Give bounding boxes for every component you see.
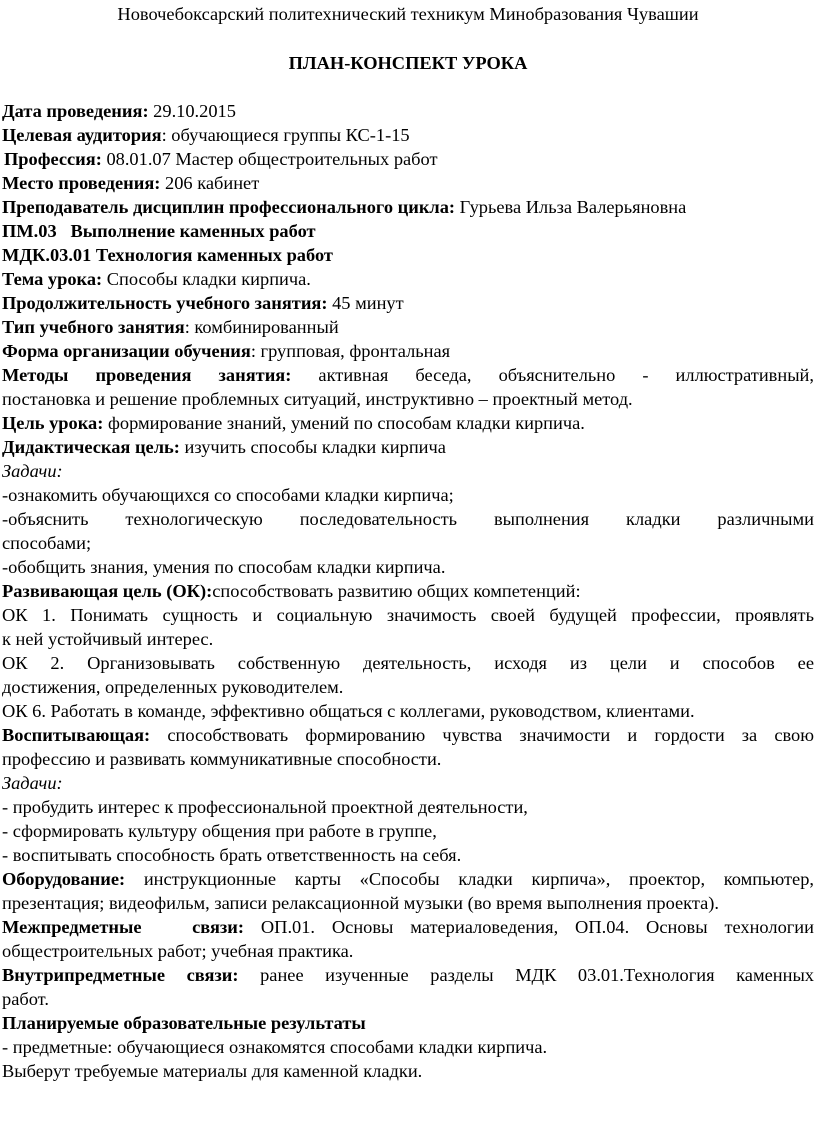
goal-value: формирование знаний, умений по способам кладки кирпича. <box>103 413 585 433</box>
tasks1-item-2-line-1: -объяснить технологическую последовательность выполнения кладки различными <box>2 509 814 529</box>
equipment-label: Оборудование: <box>2 869 126 889</box>
goal-line <box>2 411 814 435</box>
topic-line <box>2 267 814 291</box>
inter-line-2: общестроительных работ; учебная практика. <box>2 941 354 961</box>
institution-header: Новочебоксарский политехнический техникум Минобразования Чувашии <box>117 4 699 24</box>
upbringing-value-1: способствовать формированию чувства значимости и гордости за свою <box>150 725 814 745</box>
duration-line <box>2 291 814 315</box>
type-label: Тип учебного занятия <box>2 317 185 337</box>
document-title: ПЛАН-КОНСПЕКТ УРОКА <box>288 53 528 73</box>
methods-label: Методы проведения занятия: <box>2 365 292 385</box>
upbringing-label: Воспитывающая: <box>2 725 151 745</box>
date-value: 29.10.2015 <box>148 101 236 121</box>
teacher-value: Гурьева Ильза Валерьяновна <box>455 197 687 217</box>
audience-value: : обучающиеся группы КС-1-15 <box>161 125 410 145</box>
tasks2-item-3: - воспитывать способность брать ответственность на себя. <box>2 845 462 865</box>
ok1-line-1: ОК 1. Понимать сущность и социальную значимость своей будущей профессии, проявлять <box>2 605 814 625</box>
results-line-2: Выберут требуемые материалы для каменной кладки. <box>2 1061 423 1081</box>
developing-value: способствовать развитию общих компетенций: <box>212 581 581 601</box>
didactic-value: изучить способы кладки кирпича <box>179 437 446 457</box>
methods-line-1 <box>2 363 814 387</box>
duration-value: 45 минут <box>327 293 404 313</box>
equipment-line-1 <box>2 867 814 891</box>
date-line <box>2 99 814 123</box>
place-line <box>2 171 814 195</box>
profession-value: 08.01.07 Мастер общестроительных работ <box>101 149 438 169</box>
form-label: Форма организации обучения <box>2 341 251 361</box>
intra-line-2: работ. <box>2 989 49 1009</box>
goal-label: Цель урока: <box>2 413 104 433</box>
ok6-line: ОК 6. Работать в команде, эффективно общаться с коллегами, руководством, клиентами. <box>2 701 695 721</box>
intra-value-1: ранее изученные разделы МДК 03.01.Технология каменных <box>238 965 814 985</box>
upbringing-line-2: профессию и развивать коммуникативные способности. <box>2 749 442 769</box>
date-label: Дата проведения: <box>2 101 149 121</box>
results-line-1: - предметные: обучающиеся ознакомятся способами кладки кирпича. <box>2 1037 548 1057</box>
pm-line: ПМ.03 Выполнение каменных работ <box>2 221 316 241</box>
duration-label: Продолжительность учебного занятия: <box>2 293 328 313</box>
type-line <box>2 315 814 339</box>
teacher-line <box>2 195 814 219</box>
ok2-line-2: достижения, определенных руководителем. <box>2 677 344 697</box>
type-value: : комбинированный <box>184 317 339 337</box>
didactic-line <box>2 435 814 459</box>
place-value: 206 кабинет <box>160 173 260 193</box>
tasks2-item-1: - пробудить интерес к профессиональной проектной деятельности, <box>2 797 528 817</box>
upbringing-line-1 <box>2 723 814 747</box>
teacher-label: Преподаватель дисциплин профессионального цикла: <box>2 197 456 217</box>
document-page <box>0 2 816 1143</box>
equipment-line-2: презентация; видеофильм, записи релаксационной музыки (во время выполнения проекта). <box>2 893 720 913</box>
intra-line-1 <box>2 963 814 987</box>
inter-value-1: ОП.01. Основы материаловедения, ОП.04. Основы технологии <box>244 917 814 937</box>
place-label: Место проведения: <box>2 173 161 193</box>
equipment-value-1: инструкционные карты «Способы кладки кирпича», проектор, компьютер, <box>125 869 814 889</box>
topic-value: Способы кладки кирпича. <box>102 269 311 289</box>
mdk-line: МДК.03.01 Технология каменных работ <box>2 245 333 265</box>
audience-label: Целевая аудитория <box>2 125 162 145</box>
didactic-label: Дидактическая цель: <box>2 437 180 457</box>
ok2-line-1: ОК 2. Организовывать собственную деятельность, исходя из цели и способов ее <box>2 653 814 673</box>
form-value: : групповая, фронтальная <box>250 341 451 361</box>
tasks2-label: Задачи: <box>2 773 63 793</box>
inter-label: Межпредметные связи: <box>2 917 245 937</box>
profession-label: Профессия: <box>4 149 102 169</box>
intra-label: Внутрипредметные связи: <box>2 965 239 985</box>
topic-label: Тема урока: <box>2 269 103 289</box>
tasks1-label: Задачи: <box>2 461 63 481</box>
profession-line <box>2 147 814 171</box>
tasks1-item-1: -ознакомить обучающихся со способами кладки кирпича; <box>2 485 454 505</box>
tasks1-item-2-line-2: способами; <box>2 533 92 553</box>
methods-line-2: постановка и решение проблемных ситуаций, инструктивно – проектный метод. <box>2 389 633 409</box>
form-line <box>2 339 814 363</box>
ok1-line-2: к ней устойчивый интерес. <box>2 629 214 649</box>
tasks1-item-3: -обобщить знания, умения по способам кладки кирпича. <box>2 557 446 577</box>
inter-line-1 <box>2 915 814 939</box>
results-label: Планируемые образовательные результаты <box>2 1013 366 1033</box>
audience-line <box>2 123 814 147</box>
developing-label: Развивающая цель (ОК): <box>2 581 213 601</box>
tasks2-item-2: - сформировать культуру общения при работе в группе, <box>2 821 437 841</box>
methods-value-1: активная беседа, объяснительно - иллюстративный, <box>291 365 814 385</box>
developing-line <box>2 579 814 603</box>
